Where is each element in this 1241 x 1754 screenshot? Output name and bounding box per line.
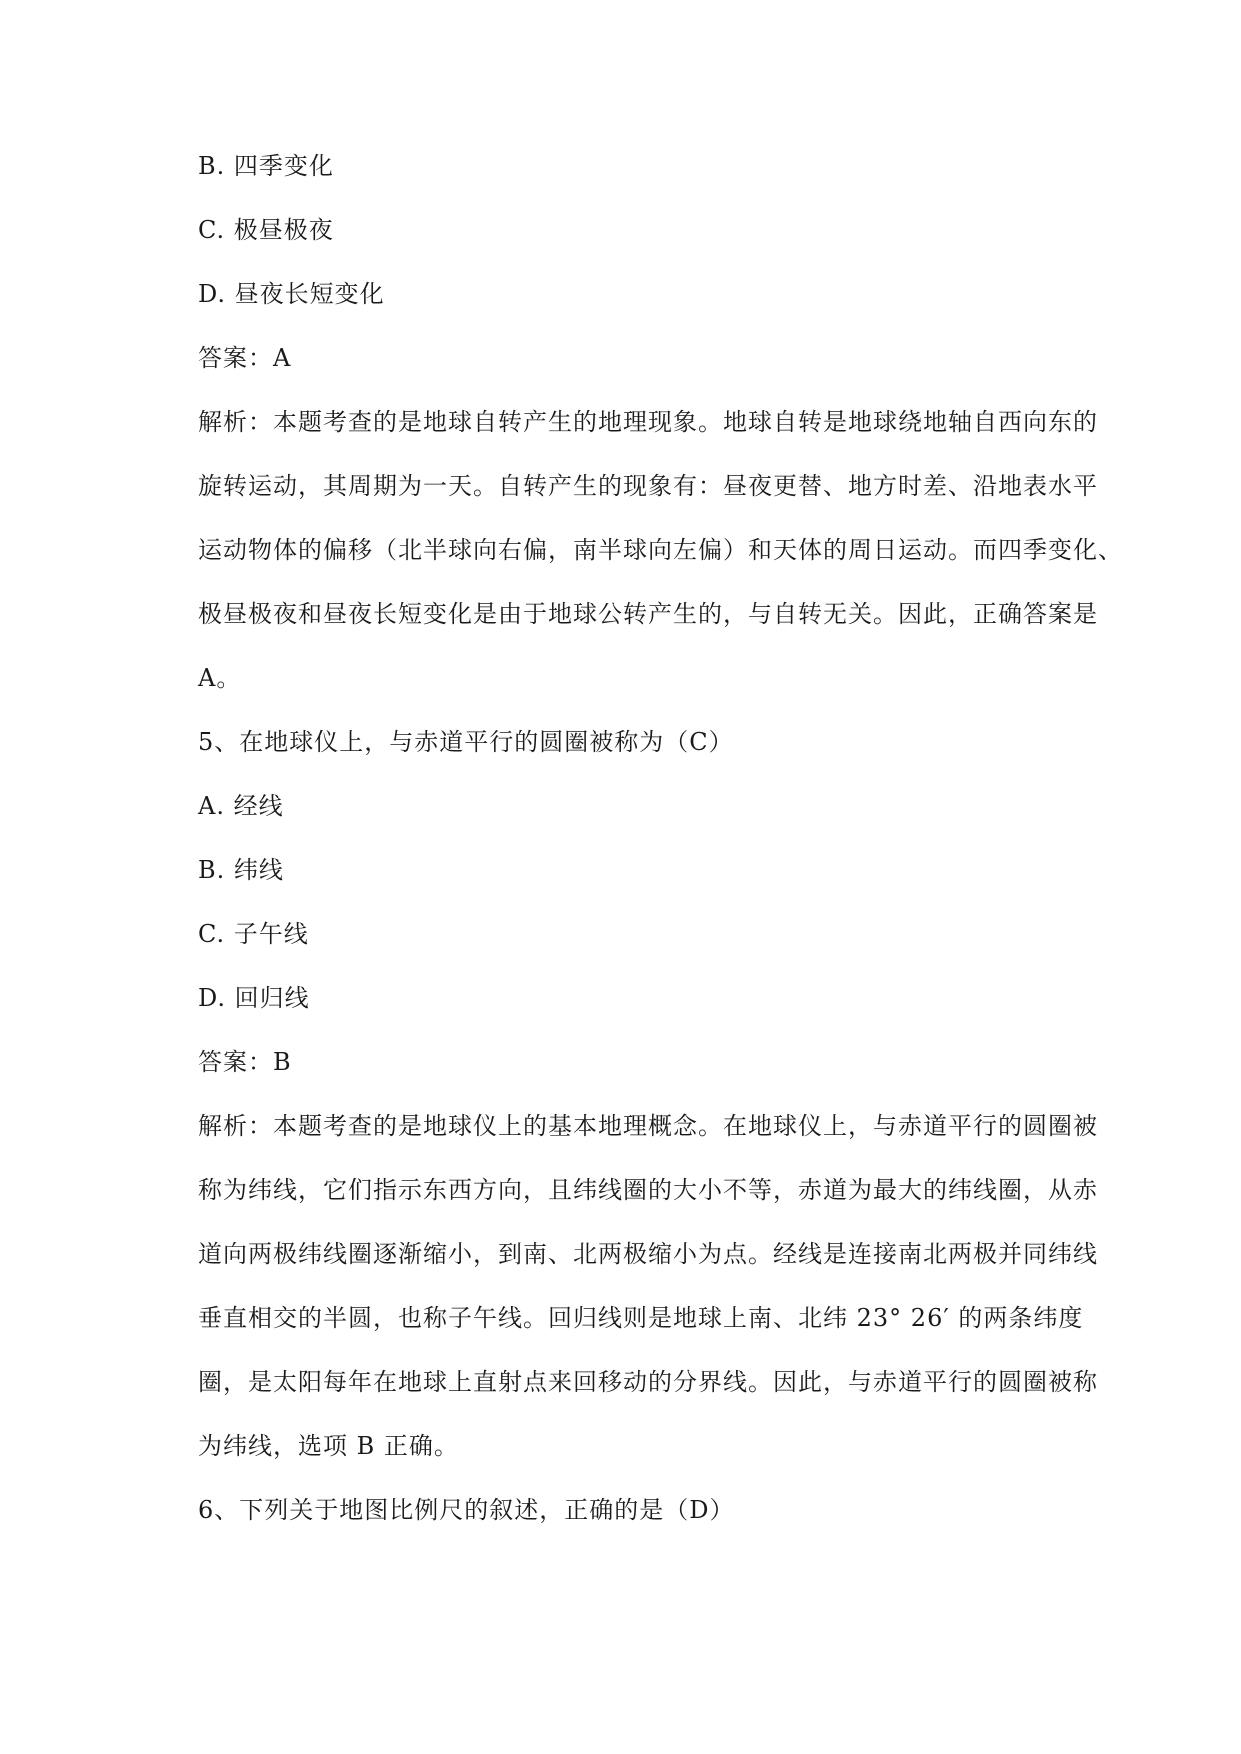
q5-analysis-line: 道向两极纬线圈逐渐缩小，到南、北两极缩小为点。经线是连接南北两极并同纬线 <box>198 1240 1098 1268</box>
q4-analysis-line: 解析：本题考查的是地球自转产生的地理现象。地球自转是地球绕地轴自西向东的 <box>198 408 1098 436</box>
q4-option-c: C. 极昼极夜 <box>198 216 334 244</box>
q5-option-b: B. 纬线 <box>198 856 284 884</box>
q4-analysis-line: A。 <box>198 664 242 692</box>
q5-option-c: C. 子午线 <box>198 920 309 948</box>
q4-option-d: D. 昼夜长短变化 <box>198 280 385 308</box>
q5-analysis-line: 解析：本题考查的是地球仪上的基本地理概念。在地球仪上，与赤道平行的圆圈被 <box>198 1112 1098 1140</box>
q5-option-a: A. 经线 <box>198 792 284 820</box>
q5-analysis-line: 称为纬线，它们指示东西方向，且纬线圈的大小不等，赤道为最大的纬线圈，从赤 <box>198 1176 1098 1204</box>
q4-analysis-line: 旋转运动，其周期为一天。自转产生的现象有：昼夜更替、地方时差、沿地表水平 <box>198 472 1098 500</box>
q4-option-b: B. 四季变化 <box>198 152 334 180</box>
q5-option-d: D. 回归线 <box>198 984 310 1012</box>
q5-analysis-line: 圈，是太阳每年在地球上直射点来回移动的分界线。因此，与赤道平行的圆圈被称 <box>198 1368 1098 1396</box>
q4-analysis-line: 运动物体的偏移（北半球向右偏，南半球向左偏）和天体的周日运动。而四季变化、 <box>198 536 1123 564</box>
q5-analysis-line: 为纬线，选项 B 正确。 <box>198 1432 459 1460</box>
q4-analysis-line: 极昼极夜和昼夜长短变化是由于地球公转产生的，与自转无关。因此，正确答案是 <box>198 600 1098 628</box>
q5-question: 5、在地球仪上，与赤道平行的圆圈被称为（C） <box>198 728 734 756</box>
q5-answer: 答案：B <box>198 1048 292 1076</box>
q4-answer: 答案：A <box>198 344 292 372</box>
q6-question: 6、下列关于地图比例尺的叙述，正确的是（D） <box>198 1496 735 1524</box>
q5-analysis-line: 垂直相交的半圆，也称子午线。回归线则是地球上南、北纬 23° 26′ 的两条纬度 <box>198 1304 1084 1332</box>
